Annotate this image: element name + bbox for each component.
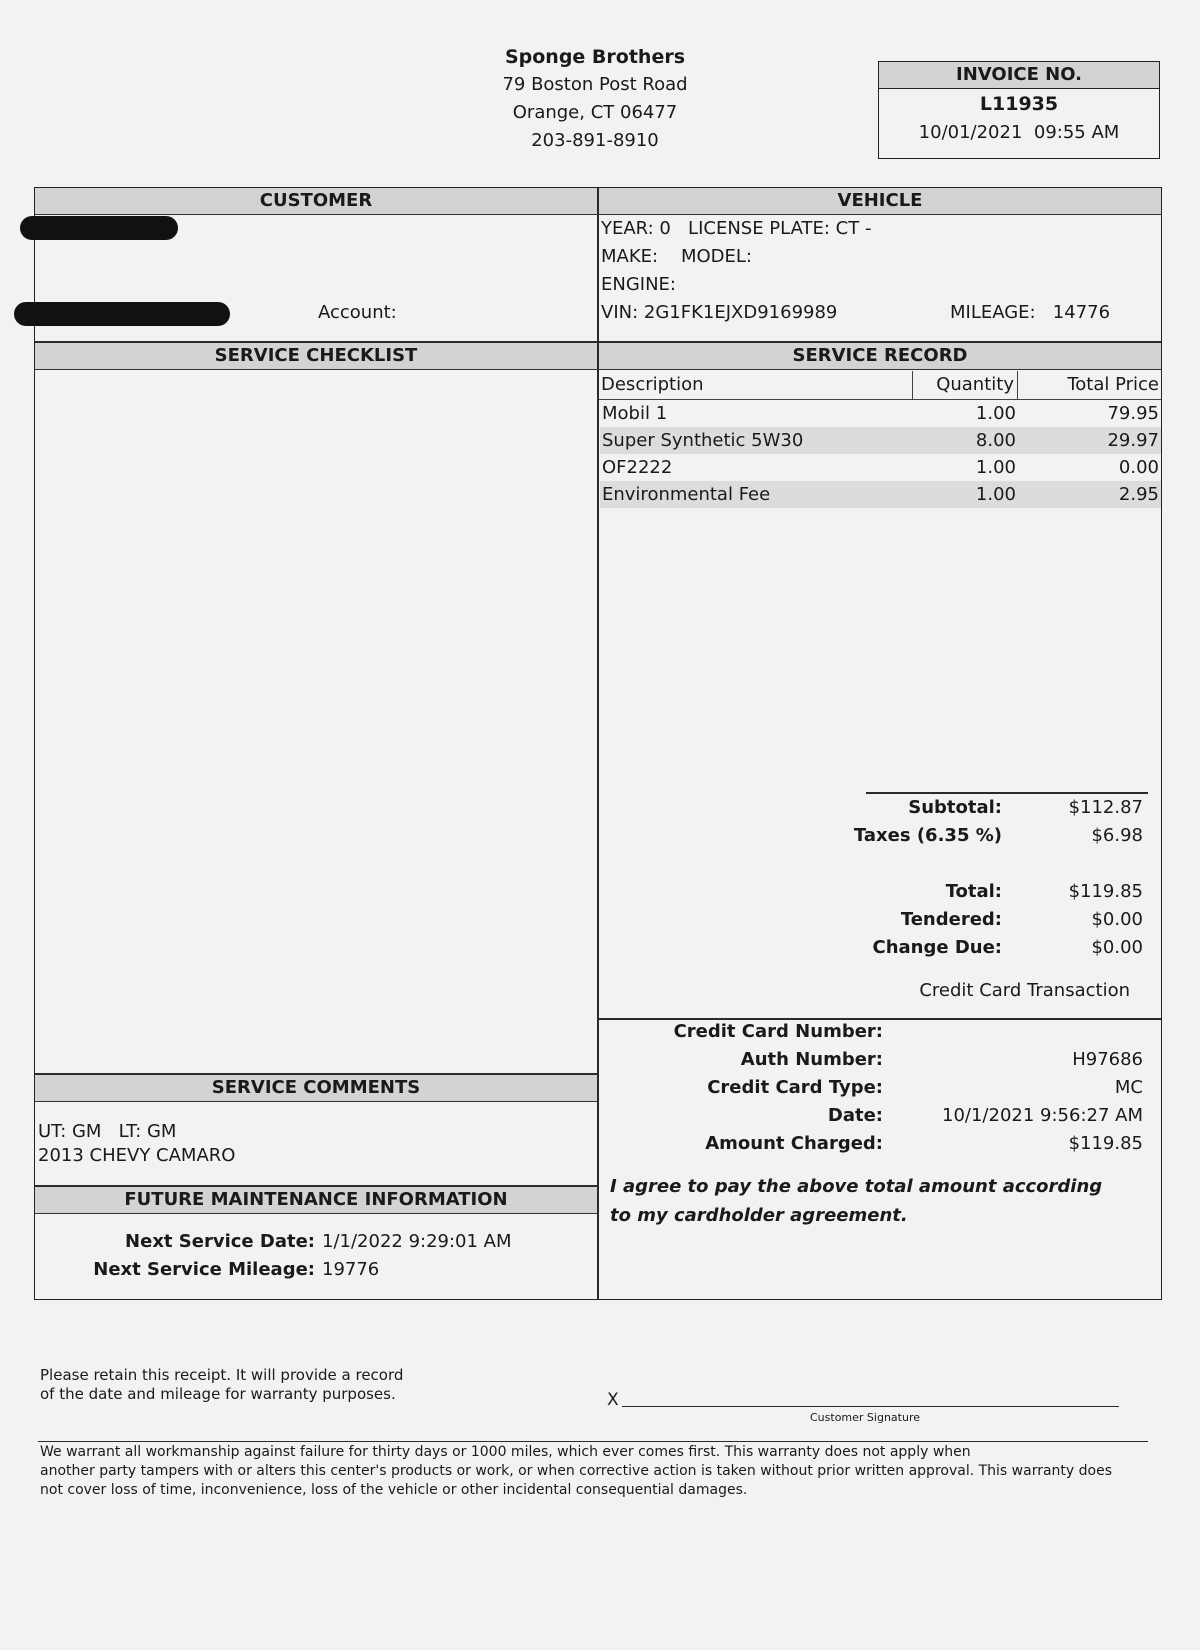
service-item bbox=[600, 481, 1161, 508]
amount-charged-value: $119.85 bbox=[1068, 1133, 1143, 1154]
next-service-date-value: 1/1/2022 9:29:01 AM bbox=[322, 1231, 512, 1252]
warranty-line-1: We warrant all workmanship against failure for thirty days or 1000 miles, which ever comes first. This warranty does not apply when bbox=[40, 1444, 971, 1460]
retain-receipt-line-1: Please retain this receipt. It will provide a record bbox=[40, 1366, 404, 1384]
vehicle-year-plate: YEAR: 0 LICENSE PLATE: CT - bbox=[601, 218, 872, 239]
future-maintenance-header: FUTURE MAINTENANCE INFORMATION bbox=[35, 1187, 597, 1214]
customer-account-label: Account: bbox=[318, 302, 397, 323]
comments-line-1: UT: GM LT: GM bbox=[38, 1121, 177, 1142]
item-quantity: 1.00 bbox=[975, 403, 1016, 424]
service-comments-header: SERVICE COMMENTS bbox=[35, 1075, 597, 1102]
next-service-mileage-value: 19776 bbox=[322, 1259, 380, 1280]
amount-charged-label: Amount Charged: bbox=[705, 1133, 883, 1154]
business-name: Sponge Brothers bbox=[504, 46, 686, 68]
subtotal-label: Subtotal: bbox=[908, 797, 1002, 818]
service-record-columns bbox=[599, 371, 1161, 400]
vehicle-mileage: MILEAGE: 14776 bbox=[950, 302, 1111, 323]
signature-line[interactable] bbox=[622, 1406, 1119, 1407]
item-description: OF2222 bbox=[602, 457, 673, 478]
redacted-customer-address bbox=[14, 302, 230, 326]
signature-x: X bbox=[607, 1390, 619, 1410]
item-quantity: 1.00 bbox=[975, 484, 1016, 505]
item-price: 29.97 bbox=[1107, 430, 1159, 451]
column-quantity: Quantity bbox=[912, 371, 1018, 399]
redacted-customer-name bbox=[20, 216, 178, 240]
invoice-datetime: 10/01/2021 09:55 AM bbox=[918, 122, 1120, 143]
service-item bbox=[600, 454, 1161, 481]
change-due-value: $0.00 bbox=[1091, 937, 1143, 958]
signature-label: Customer Signature bbox=[810, 1411, 920, 1424]
invoice-number: L11935 bbox=[979, 93, 1059, 115]
vehicle-vin: VIN: 2G1FK1EJXD9169989 bbox=[601, 302, 838, 323]
invoice-label: INVOICE NO. bbox=[879, 62, 1159, 89]
next-service-mileage-label: Next Service Mileage: bbox=[93, 1259, 315, 1280]
warranty-line-3: not cover loss of time, inconvenience, loss of the vehicle or other incidental consequential damages. bbox=[40, 1482, 748, 1498]
card-type-value: MC bbox=[1114, 1077, 1143, 1098]
invoice-box bbox=[878, 61, 1160, 159]
service-item bbox=[600, 427, 1161, 454]
next-service-date-label: Next Service Date: bbox=[125, 1231, 315, 1252]
card-type-label: Credit Card Type: bbox=[707, 1077, 883, 1098]
item-price: 2.95 bbox=[1118, 484, 1159, 505]
column-description: Description bbox=[601, 374, 704, 395]
comments-line-2: 2013 CHEVY CAMARO bbox=[38, 1145, 236, 1166]
item-description: Mobil 1 bbox=[602, 403, 668, 424]
service-checklist-header: SERVICE CHECKLIST bbox=[35, 343, 597, 370]
change-due-label: Change Due: bbox=[872, 937, 1002, 958]
total-value: $119.85 bbox=[1068, 881, 1143, 902]
business-address-2: Orange, CT 06477 bbox=[512, 102, 678, 123]
vehicle-header: VEHICLE bbox=[599, 188, 1161, 215]
taxes-value: $6.98 bbox=[1091, 825, 1143, 846]
auth-number-value: H97686 bbox=[1072, 1049, 1143, 1070]
payment-divider bbox=[598, 1018, 1161, 1020]
item-quantity: 1.00 bbox=[975, 457, 1016, 478]
business-address-1: 79 Boston Post Road bbox=[502, 74, 688, 95]
item-description: Super Synthetic 5W30 bbox=[602, 430, 804, 451]
customer-header: CUSTOMER bbox=[35, 188, 597, 215]
item-quantity: 8.00 bbox=[975, 430, 1016, 451]
column-total-price: Total Price bbox=[1067, 374, 1159, 395]
subtotal-value: $112.87 bbox=[1068, 797, 1143, 818]
payment-date-label: Date: bbox=[827, 1105, 883, 1126]
item-price: 0.00 bbox=[1118, 457, 1159, 478]
warranty-line-2: another party tampers with or alters this center's products or work, or when corrective action is taken without prior written approval. This warranty does bbox=[40, 1463, 1113, 1479]
cardholder-agreement-2: to my cardholder agreement. bbox=[610, 1205, 908, 1226]
tendered-label: Tendered: bbox=[900, 909, 1002, 930]
totals-rule bbox=[866, 792, 1148, 794]
transaction-type: Credit Card Transaction bbox=[919, 980, 1130, 1001]
vehicle-engine: ENGINE: bbox=[601, 274, 676, 295]
payment-date-value: 10/1/2021 9:56:27 AM bbox=[942, 1105, 1143, 1126]
service-item bbox=[600, 400, 1161, 427]
business-phone: 203-891-8910 bbox=[531, 130, 659, 151]
tendered-value: $0.00 bbox=[1091, 909, 1143, 930]
warranty-rule bbox=[38, 1441, 1148, 1442]
auth-number-label: Auth Number: bbox=[740, 1049, 883, 1070]
total-label: Total: bbox=[945, 881, 1002, 902]
item-description: Environmental Fee bbox=[602, 484, 771, 505]
retain-receipt-line-2: of the date and mileage for warranty purposes. bbox=[40, 1385, 396, 1403]
item-price: 79.95 bbox=[1107, 403, 1159, 424]
taxes-label: Taxes (6.35 %) bbox=[853, 825, 1002, 846]
cardholder-agreement-1: I agree to pay the above total amount according bbox=[610, 1176, 1103, 1197]
card-number-label: Credit Card Number: bbox=[673, 1021, 883, 1042]
vehicle-make-model: MAKE: MODEL: bbox=[601, 246, 752, 267]
service-record-header: SERVICE RECORD bbox=[599, 343, 1161, 370]
